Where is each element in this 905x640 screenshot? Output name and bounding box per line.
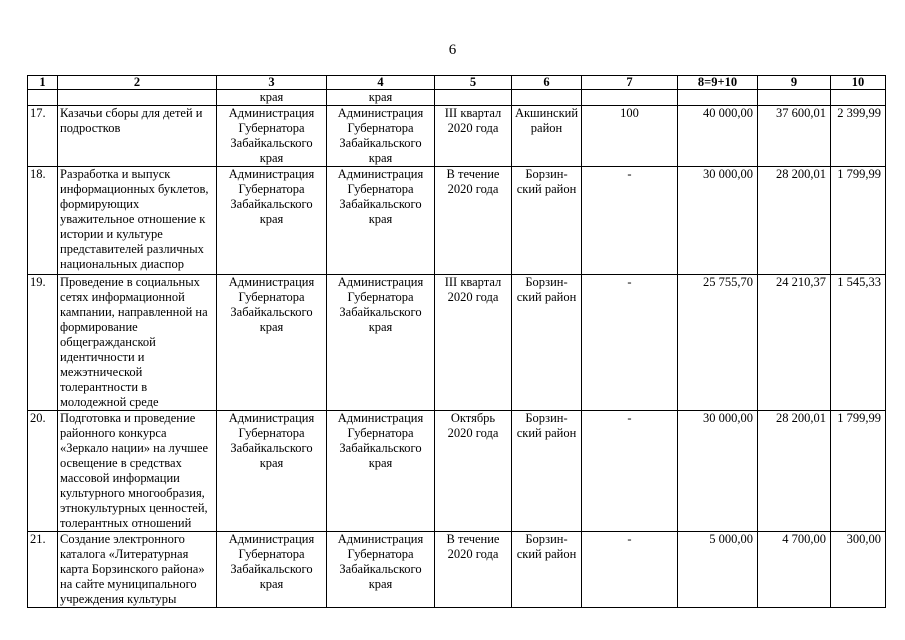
place-cell: Борзин-ский район: [512, 532, 582, 608]
header-cell: 4: [327, 76, 435, 90]
place-cell: Борзин-ский район: [512, 275, 582, 411]
table-cell: края: [217, 90, 327, 106]
table-row: [28, 167, 886, 275]
continuation-row: [28, 90, 886, 106]
participant-count-cell: -: [582, 167, 678, 275]
row-number-cell: 18.: [28, 167, 58, 275]
coexecutor-cell: Администрация Губернатора Забайкальского края: [327, 532, 435, 608]
event-name-cell: Проведение в социальных сетях информационной кампании, направленной на формирование общегражданской идентичности и межэтнической толерантности в молодежной среде: [58, 275, 217, 411]
period-cell: III квартал 2020 года: [435, 106, 512, 167]
total-amount-cell: 25 755,70: [678, 275, 758, 411]
coexecutor-cell: Администрация Губернатора Забайкальского края: [327, 167, 435, 275]
federal-amount-cell: 24 210,37: [758, 275, 831, 411]
participant-count-cell: -: [582, 532, 678, 608]
row-number-cell: 21.: [28, 532, 58, 608]
federal-amount-cell: 37 600,01: [758, 106, 831, 167]
header-row: [28, 76, 886, 90]
table-cell: [831, 90, 886, 106]
header-cell: 10: [831, 76, 886, 90]
header-cell: 1: [28, 76, 58, 90]
table-cell: края: [327, 90, 435, 106]
coexecutor-cell: Администрация Губернатора Забайкальского края: [327, 106, 435, 167]
place-cell: Борзин-ский район: [512, 411, 582, 532]
page-number: 6: [448, 42, 457, 58]
participant-count-cell: -: [582, 411, 678, 532]
header-cell: 2: [58, 76, 217, 90]
table-cell: [758, 90, 831, 106]
table-cell: [512, 90, 582, 106]
row-number-cell: 19.: [28, 275, 58, 411]
header-cell: 8=9+10: [678, 76, 758, 90]
header-cell: 9: [758, 76, 831, 90]
table-cell: [435, 90, 512, 106]
executor-cell: Администрация Губернатора Забайкальского края: [217, 106, 327, 167]
place-cell: Борзин-ский район: [512, 167, 582, 275]
regional-amount-cell: 1 545,33: [831, 275, 886, 411]
table-cell: [678, 90, 758, 106]
total-amount-cell: 40 000,00: [678, 106, 758, 167]
header-cell: 5: [435, 76, 512, 90]
coexecutor-cell: Администрация Губернатора Забайкальского края: [327, 411, 435, 532]
header-cell: 6: [512, 76, 582, 90]
table-row: [28, 532, 886, 608]
regional-amount-cell: 1 799,99: [831, 411, 886, 532]
row-number-cell: 17.: [28, 106, 58, 167]
federal-amount-cell: 4 700,00: [758, 532, 831, 608]
period-cell: III квартал 2020 года: [435, 275, 512, 411]
events-table: [27, 75, 886, 608]
event-name-cell: Разработка и выпуск информационных буклетов, формирующих уважительное отношение к истории и культуре представителей различных национальных диаспор: [58, 167, 217, 275]
header-cell: 3: [217, 76, 327, 90]
event-name-cell: Казачьи сборы для детей и подростков: [58, 106, 217, 167]
period-cell: В течение 2020 года: [435, 532, 512, 608]
executor-cell: Администрация Губернатора Забайкальского края: [217, 532, 327, 608]
table-row: [28, 275, 886, 411]
executor-cell: Администрация Губернатора Забайкальского края: [217, 167, 327, 275]
place-cell: Акшинский район: [512, 106, 582, 167]
executor-cell: Администрация Губернатора Забайкальского края: [217, 411, 327, 532]
total-amount-cell: 5 000,00: [678, 532, 758, 608]
regional-amount-cell: 2 399,99: [831, 106, 886, 167]
participant-count-cell: -: [582, 275, 678, 411]
coexecutor-cell: Администрация Губернатора Забайкальского края: [327, 275, 435, 411]
row-number-cell: 20.: [28, 411, 58, 532]
table-row: [28, 411, 886, 532]
period-cell: В течение 2020 года: [435, 167, 512, 275]
table-cell: [28, 90, 58, 106]
federal-amount-cell: 28 200,01: [758, 167, 831, 275]
header-cell: 7: [582, 76, 678, 90]
executor-cell: Администрация Губернатора Забайкальского края: [217, 275, 327, 411]
table-cell: [582, 90, 678, 106]
regional-amount-cell: 1 799,99: [831, 167, 886, 275]
event-name-cell: Создание электронного каталога «Литературная карта Борзинского района» на сайте муниципального учреждения культуры: [58, 532, 217, 608]
federal-amount-cell: 28 200,01: [758, 411, 831, 532]
total-amount-cell: 30 000,00: [678, 411, 758, 532]
period-cell: Октябрь 2020 года: [435, 411, 512, 532]
event-name-cell: Подготовка и проведение районного конкурса «Зеркало нации» на лучшее освещение в средствах массовой информации культурного многообразия, этнокультурных ценностей, толерантных отношений: [58, 411, 217, 532]
table-cell: [58, 90, 217, 106]
regional-amount-cell: 300,00: [831, 532, 886, 608]
total-amount-cell: 30 000,00: [678, 167, 758, 275]
table-row: [28, 106, 886, 167]
participant-count-cell: 100: [582, 106, 678, 167]
